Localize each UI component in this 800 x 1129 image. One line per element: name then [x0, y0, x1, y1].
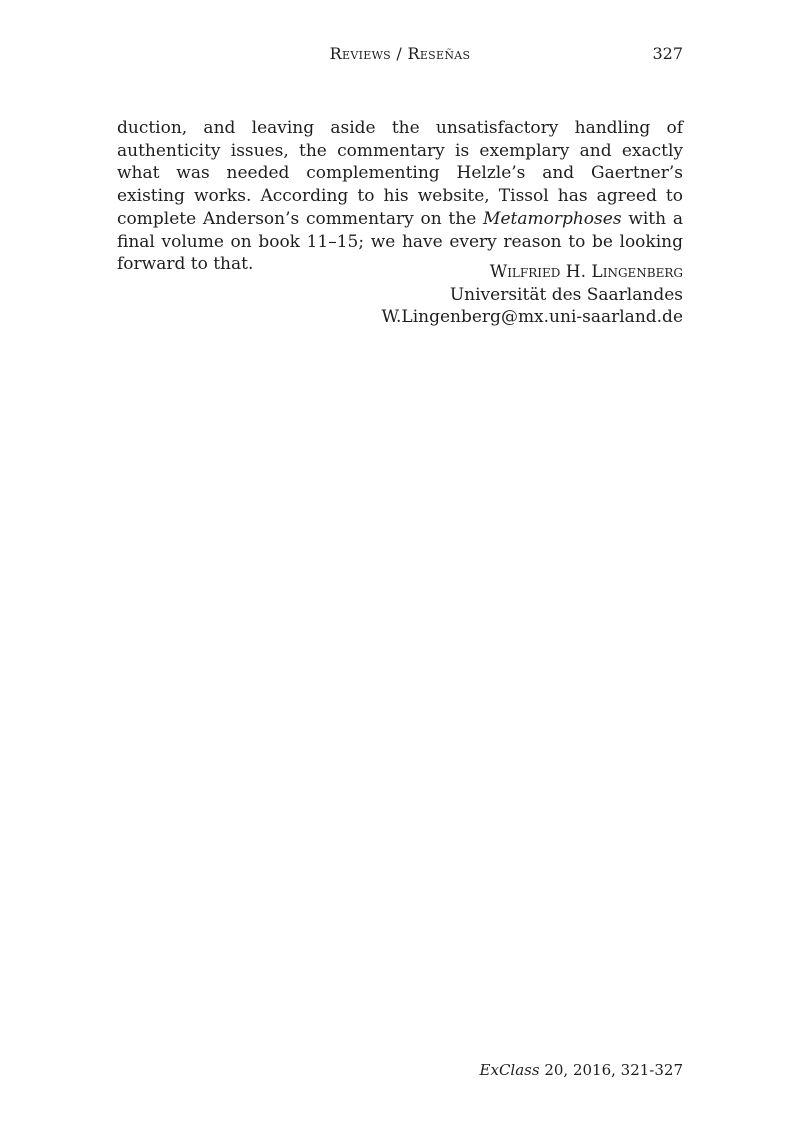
- body-text: [117, 117, 683, 276]
- journal-name: ExClass: [479, 1061, 540, 1079]
- paragraph-text-end: with a final volume on book 11–15; we have every reason to be looking forward to that.: [117, 208, 683, 275]
- author-email: W.Lingenberg@mx.uni-saarland.de: [381, 307, 683, 328]
- author-affiliation: Universität des Saarlandes: [449, 284, 683, 305]
- paragraph-text-start: duction, and leaving aside the unsatisfactory handling of authenticity issues, the commentary is exemplary and exactly what was needed complementing Helzle’s and Gaertner’s existing works. According to his website, Tissol has agreed to complete Anderson’s commentary on the: [117, 118, 683, 229]
- running-head: [117, 44, 683, 68]
- paragraph: [117, 117, 683, 276]
- page-number: 327: [652, 44, 683, 63]
- author-name: Wilfried H. Lingenberg: [489, 262, 683, 282]
- signature-block: [382, 261, 683, 329]
- section-title: Reviews / Reseñas: [329, 44, 471, 63]
- work-title: Metamorphoses: [483, 208, 622, 229]
- citation-details: 20, 2016, 321-327: [539, 1061, 683, 1079]
- footer-citation: [480, 1061, 683, 1079]
